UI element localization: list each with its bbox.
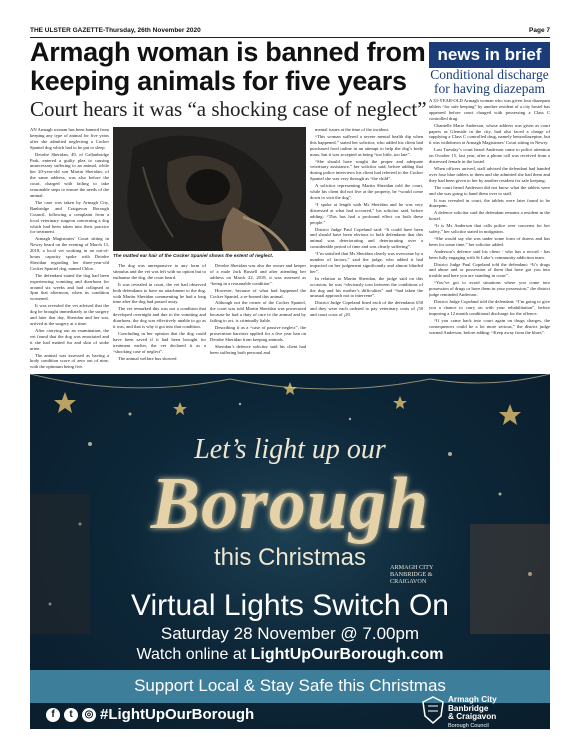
article-paragraph: “This woman suffered a severe mental health dip when this happened,” stated her solicitor, who added his client had purchased food online in an attempt to help the dog’s body mass, but it was accepted as being “too little, too late”.	[310, 133, 423, 157]
page-number: Page 7	[529, 27, 550, 34]
article-paragraph: A solicitor representing Martin Sheridan told the court, while his client did not live at the property, he “would come down to visit the dog”.	[310, 183, 423, 200]
news-in-brief-paragraph: A defence solicitor said the defendant remains a resident in the hostel.	[429, 210, 550, 222]
photo-caption: The matted ear hair of the Cocker Spaniel shows the extent of neglect.	[113, 254, 274, 259]
advert-lets-light-up: Let’s light up our	[194, 434, 386, 465]
article-paragraph: It was revealed the vet advised that the dog be brought immediately to the surgery and later that day, Sheridan and her son, arrived at the surgery at a time.	[30, 303, 109, 326]
christmas-advert	[30, 374, 550, 729]
article-paragraph: “She should have sought the proper and adequate veterinary assistance,” her solicitor said, before adding that during police interviews his client had referred to the Cocker Spaniel she was very through as “the child”.	[310, 158, 423, 182]
news-in-brief-headline: Conditional discharge for having diazepam	[430, 67, 549, 96]
dog-photo	[113, 127, 306, 251]
advert-this-christmas: this Christmas	[213, 544, 367, 571]
council-crest-icon	[422, 696, 444, 724]
article-paragraph: Describing it as a “case of passive neglect”, the prosecution barrister applied for a five year ban on Deirdre Sheridan from keeping animals.	[210, 325, 306, 342]
news-in-brief-paragraph: The court heard Anderson did not know what the tablets were and she was going to hand them over to staff.	[429, 184, 550, 196]
article-paragraph: However, because of what had happened the Cocker Spaniel, a re-homed this animal.	[210, 287, 306, 299]
advert-event-title: Virtual Lights Switch On	[131, 589, 449, 622]
advert-borough-title: Borough	[150, 463, 430, 545]
article-paragraph: District Judge Copeland fined each of the defendants £50 and they were each ordered to pay veterinary costs of ¡50 and court costs of ¡20.	[310, 300, 423, 318]
article-paragraph: “I’m satisfied that Ms Sheridan clearly was overcome by a number of factors,” said the judge, who added it had impacted on her judgement significantly and almost blinded her”.	[310, 251, 423, 274]
facebook-icon: f	[46, 708, 60, 722]
news-in-brief-paragraph: A 33-YEAR-OLD Armagh woman who was given four diazepam tablets “for safe keeping” by another resident of a city hostel has appeared before court charged with possessing a Class C controlled drug.	[429, 98, 550, 121]
article-paragraph: The animal was assessed as having a body condition score of zero out of nine, with the optimum being five.	[30, 352, 109, 370]
article-column-4	[310, 127, 423, 372]
advert-support-slogan: Support Local & Stay Safe this Christmas	[134, 676, 446, 695]
article-column-3	[210, 263, 306, 372]
news-in-brief-paragraph: “If you come back into court again on drugs charges, the consequences could be a lot more serious,” the district judge warned Anderson, before adding: “Keep away from the blues”.	[429, 317, 550, 335]
article-paragraph: The vet remarked this was not a condition that developed overnight and due to the vomiting and diarrhoea, the dog was effectively unable to go as it was, and that is why it got into that condition.	[113, 306, 206, 330]
advert-watch-line	[30, 646, 550, 664]
article-paragraph: District Judge Paul Copeland said: “It could have been and should have been obvious to both defendants that this animal was deteriorating and deteriorating over a considerable period of time and was clearly suffering”.	[310, 226, 423, 250]
subheadline: Court hears it was “a shocking case of neglect”	[30, 97, 427, 121]
article-paragraph: Although not the owner of the Cocker Spaniel, the court was told Martin Sheridan was prosecuted because he had a duty of care to the animal and by failing to act, is criminally liable.	[210, 300, 306, 324]
news-in-brief-paragraph: “You’ve got to avoid situations where you come into possession of drugs or have them in your possession,” the district judge reminded Anderson.	[429, 280, 550, 298]
logo-line-3: & Craigavon	[448, 712, 497, 721]
logo-line-4: Borough Council	[448, 722, 489, 729]
news-in-brief-paragraph: Chantelle Marie Anderson, whose address was given as court papers as Glenside in the city, had also faced a charge of supplying a Class C controlled drug, namely benzodiazepine, but it was withdrawn at Armagh Magistrates’ Court sitting in Newry.	[429, 122, 550, 146]
article-paragraph: “I spoke at length with Mr Sheridan and he was very distressed at what had occurred,” his solicitor said, before adding: “This has had a profound effect on both these people.”	[310, 201, 423, 225]
article-paragraph: Sheridan’s defence solicitor said his client had been suffering both personal and	[210, 343, 306, 355]
council-logo	[422, 695, 542, 729]
article-paragraph: The animal welfare bus showed	[118, 355, 177, 361]
masthead-date: THE ULSTER GAZETTE-Thursday, 26th November 2020	[30, 27, 201, 34]
news-in-brief-paragraph: “It is Ms Anderson that calls police over concerns for her safety,” her solicitor stated in mitigation.	[429, 223, 550, 235]
news-in-brief-paragraph: District Judge Copeland told the defendant: “I’m going to give you a chance to carry on with your rehabilitation”, before imposing a 12 month conditional discharge for the offence.	[429, 299, 550, 316]
article-paragraph: AN Armagh woman has been banned from keeping any type of animal for five years after she admitted neglecting a Cocker Spaniel dog which had to be put to sleep.	[30, 127, 109, 150]
news-in-brief-paragraph: When officers arrived, staff advised the defendant had handed over four blue tablets to them and she admitted she had them and they had been given to her by another resident for safe keeping.	[429, 165, 550, 183]
logo-line-2: Banbridge	[448, 703, 489, 713]
news-in-brief-paragraph: District Judge Paul Copeland told the defendant: “It’s drugs and abuse and or possession of them that have got you into trouble and here you are standing in court”.	[429, 261, 550, 279]
article-column-2	[113, 263, 206, 372]
logo-line-1: Armagh City	[448, 695, 497, 704]
headline: Armagh woman is banned from keeping animals for five years	[30, 37, 426, 96]
news-in-brief-paragraph: Last Tuesday’s court heard Anderson came to police attention on October 15, last year, after a phone call was received from a distressed female in the hostel.	[429, 147, 550, 165]
news-in-brief-body	[429, 98, 550, 372]
advert-watch-prefix: Watch online at	[136, 646, 251, 663]
instagram-icon: ◎	[82, 708, 96, 722]
advert-website-link[interactable]: LightUpOurBorough.com	[250, 646, 444, 663]
news-in-brief-paragraph: It was revealed in court, the tablets were later found to be diazepam.	[429, 197, 550, 209]
article-paragraph: In relation to Martin Sheridan, the judge said on this occasion, he was “obviously torn between the conditions of the dog and his mother’s difficulties” and “had taken the unusual approach not to intervene”.	[310, 275, 423, 299]
article-column-1	[30, 127, 109, 372]
article-paragraph: Concluding in her opinion that the dog could have been saved if it had been brought for treatment earlier, the vet declared it as a “shocking case of neglect”.	[113, 330, 206, 354]
twitter-icon: t	[64, 708, 78, 722]
advert-council-name: ARMAGH CITY BANBRIDGE & CRAIGAVON	[390, 564, 434, 585]
page-header	[30, 27, 550, 37]
article-paragraph: The dog was unresponsive to any form of stimulus and the vet was left with no option but to euthanise the dog, the court heard.	[113, 263, 206, 280]
article-paragraph: The defendant stated the dog had been experiencing vomiting and diarrhoea for around six weeks and had collapsed at 3pm that afternoon, when its condition worsened.	[30, 272, 109, 302]
news-in-brief-paragraph: Anderson’s defence said his client - who has a record - has been fully engaging with St Luke’s community addiction team.	[429, 248, 550, 260]
advert-hashtag-row	[46, 706, 254, 723]
article-paragraph: It was revealed in court, the vet had observed both defendants to have no attachment to the dog, with Martin Sheridan commenting he had a long time after the dog had passed away.	[113, 281, 206, 305]
article-paragraph: After carrying out an examination, the vet found that the dog was emaciated and it she had matted fur and skin of stoke urine.	[30, 327, 109, 351]
article-paragraph: Armagh Magistrates’ Court sitting in Newry heard on the evening of March 13, 2018, a local vet working in an out-of-hours capacity spoke with Deirdre Sheridan regarding her three-year-old Cocker Spaniel dog, named Chloe.	[30, 236, 109, 271]
advert-event-date: Saturday 28 November @ 7.00pm	[160, 624, 420, 643]
advert-hashtag: #LightUpOurBorough	[100, 706, 255, 723]
article-paragraph: Deirdre Sheridan was also the owner and keeper of a male Jack Russell and after attending her address on March 22, 2018, it was assessed as “being in a reasonable condition”.	[210, 263, 306, 286]
news-in-brief-paragraph: “She would say she was under some form of duress and has been for some time,” her solicitor added.	[429, 235, 550, 247]
dog-photo-art	[113, 127, 306, 251]
article-paragraph: Deirdre Sheridan, 49, of Callanbridge Park, entered a guilty plea to causing unnecessary suffering to an animal, while her 20-year-old son Martin Sheridan, of the same address, was also before the court, charged with failing to take reasonable steps to ensure the needs of the animal.	[30, 151, 109, 198]
article-paragraph: The case was taken by Armagh City, Banbridge and Craigavon Borough Council, following a complaint from a local veterinary surgeon concerning a dog which had been taken into their practice for treatment.	[30, 199, 109, 235]
news-in-brief-banner: news in brief	[429, 42, 550, 68]
article-paragraph: mental issues at the time of the incident.	[315, 127, 389, 132]
